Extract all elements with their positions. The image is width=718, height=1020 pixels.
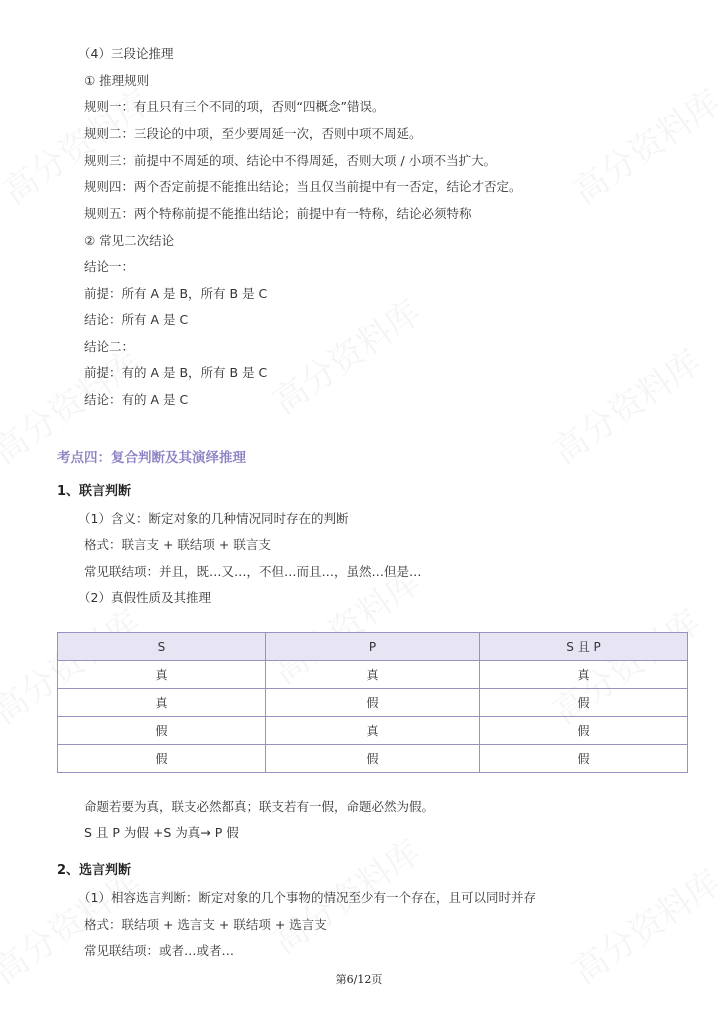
table-note: S 且 P 为假 +S 为真→ P 假 xyxy=(84,825,239,840)
conclusion-1-label: 结论一： xyxy=(84,259,135,274)
table-row xyxy=(58,689,688,717)
part2-line: 常见联结项：或者…或者… xyxy=(84,943,235,958)
rule-2: 规则二：三段论的中项，至少要周延一次，否则中项不周延。 xyxy=(84,126,422,141)
subheading-syllogism: （4）三段论推理 xyxy=(78,46,174,61)
table-cell: 真 xyxy=(58,689,266,717)
page-number: 第6/12页 xyxy=(335,973,383,986)
rule-4: 规则四：两个否定前提不能推出结论；当且仅当前提中有一否定，结论才否定。 xyxy=(84,179,522,194)
rule-5: 规则五：两个特称前提不能推出结论；前提中有一特称，结论必须特称 xyxy=(84,206,472,221)
conclusion-2-premise: 前提：有的 A 是 B，所有 B 是 C xyxy=(84,365,268,380)
table-cell: 假 xyxy=(58,745,266,773)
part1-line: 常见联结项：并且，既…又…，不但…而且…，虽然…但是… xyxy=(84,564,422,579)
part1-line: （1）含义：断定对象的几种情况同时存在的判断 xyxy=(78,511,349,526)
rule-1: 规则一：有且只有三个不同的项，否则“四概念”错误。 xyxy=(84,99,385,114)
table-cell: 真 xyxy=(265,661,479,689)
part1-line: 格式：联言支 + 联结项 + 联言支 xyxy=(84,537,271,552)
rule-3: 规则三：前提中不周延的项、结论中不得周延，否则大项 / 小项不当扩大。 xyxy=(84,153,497,168)
table-cell: 假 xyxy=(58,717,266,745)
subheading-rules: ① 推理规则 xyxy=(84,73,150,88)
part2-heading: 2、选言判断 xyxy=(57,863,132,878)
table-row xyxy=(58,745,688,773)
truth-table xyxy=(57,632,688,773)
table-header: S 且 P xyxy=(480,633,688,661)
table-header-row xyxy=(58,633,688,661)
subheading-conclusions: ② 常见二次结论 xyxy=(84,233,175,248)
table-row xyxy=(58,717,688,745)
part1-heading: 1、联言判断 xyxy=(57,484,132,499)
watermark xyxy=(261,286,428,424)
watermark xyxy=(561,76,718,214)
table-header: S xyxy=(58,633,266,661)
table-cell: 假 xyxy=(480,745,688,773)
table-cell: 真 xyxy=(58,661,266,689)
part1-line: （2）真假性质及其推理 xyxy=(78,590,211,605)
table-cell: 假 xyxy=(265,689,479,717)
table-row xyxy=(58,661,688,689)
table-cell: 假 xyxy=(480,689,688,717)
table-header: P xyxy=(265,633,479,661)
conclusion-2-result: 结论：有的 A 是 C xyxy=(84,392,189,407)
watermark xyxy=(541,336,708,474)
table-cell: 假 xyxy=(480,717,688,745)
section-title: 考点四：复合判断及其演绎推理 xyxy=(57,450,246,466)
conclusion-1-premise: 前提：所有 A 是 B，所有 B 是 C xyxy=(84,286,268,301)
conclusion-2-label: 结论二： xyxy=(84,339,135,354)
table-cell: 真 xyxy=(265,717,479,745)
table-cell: 真 xyxy=(480,661,688,689)
conclusion-1-result: 结论：所有 A 是 C xyxy=(84,312,189,327)
table-note: 命题若要为真，联支必然都真；联支若有一假，命题必然为假。 xyxy=(84,799,435,814)
part2-line: （1）相容选言判断：断定对象的几个事物的情况至少有一个存在，且可以同时并存 xyxy=(78,890,536,905)
table-cell: 假 xyxy=(265,745,479,773)
part2-line: 格式：联结项 + 选言支 + 联结项 + 选言支 xyxy=(84,917,327,932)
